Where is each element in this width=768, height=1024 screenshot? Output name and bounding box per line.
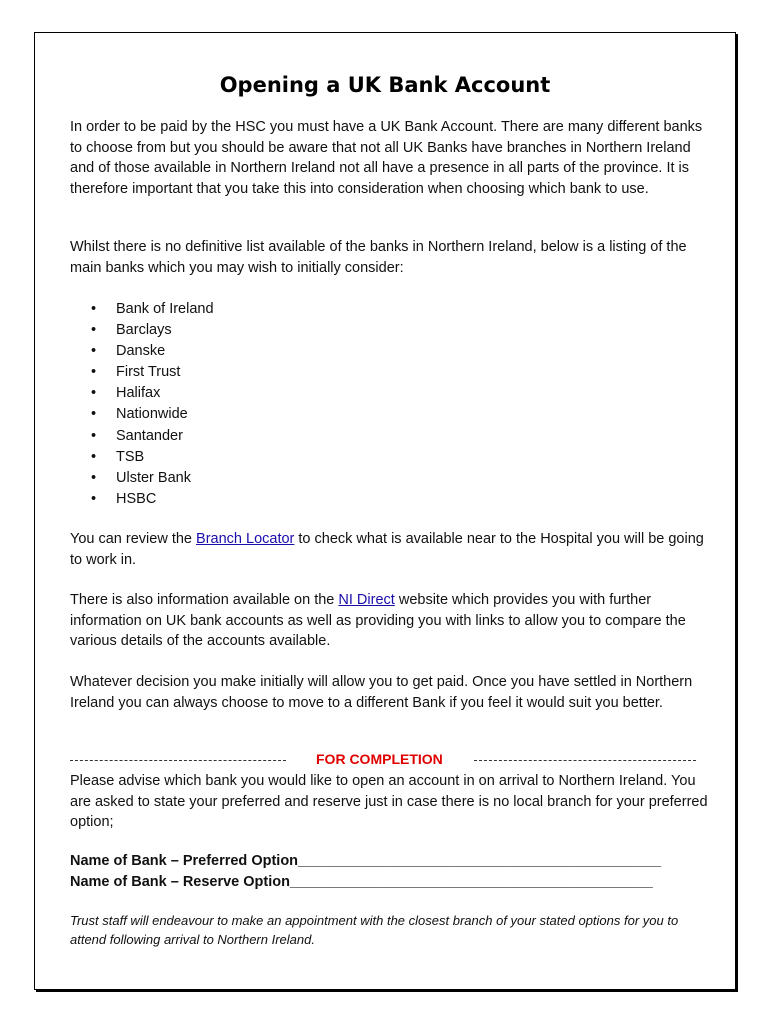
reserve-option-field[interactable]: Name of Bank – Reserve Option_____________________________________________ [70,874,653,890]
bank-name: Nationwide [116,406,188,423]
bank-name: Santander [116,427,183,444]
ni-direct-link[interactable]: NI Direct [338,592,395,608]
page-title: Opening a UK Bank Account [219,73,551,97]
bank-list-item [70,341,214,362]
bank-list-item [70,299,214,320]
bank-list-item [70,320,214,341]
bank-name: Bank of Ireland [116,301,214,317]
dashed-divider-right [474,760,696,761]
bullet-icon: • [91,427,97,444]
bank-list-item [70,383,214,404]
bullet-icon: • [91,343,97,360]
bank-list-item [70,404,214,425]
bank-list-item [70,489,214,510]
preferred-option-field[interactable]: Name of Bank – Preferred Option_____________________________________________ [70,853,661,869]
branch-locator-link[interactable]: Branch Locator [196,531,295,547]
ni-direct-paragraph [70,590,710,652]
bullet-icon: • [91,406,97,423]
ni-direct-text-after: website which provides you with further information on UK bank accounts as well as providing you with links to allow you to compare the various details of the accounts available. [70,592,686,649]
bullet-icon: • [91,322,97,339]
trust-staff-note: Trust staff will endeavour to make an appointment with the closest branch of your stated options for you to attend following arrival to Northern Ireland. [70,913,679,947]
bank-list-item [70,362,214,383]
completion-instructions: Please advise which bank you would like to open an account in on arrival to Northern Ireland. You are asked to state your preferred and reserve just in case there is no local branch for your preferred option; [70,773,708,830]
bank-list-item [70,426,214,447]
bank-name: Ulster Bank [116,469,191,486]
bullet-icon: • [91,385,97,402]
bank-name: Barclays [116,322,172,339]
bullet-icon: • [91,364,97,381]
bullet-icon: • [91,301,97,317]
branch-locator-paragraph [70,529,710,570]
completion-heading: FOR COMPLETION [316,751,443,767]
banks-intro-paragraph: Whilst there is no definitive list available of the banks in Northern Ireland, below is a listing of the main banks which you may wish to initially consider: [70,239,687,276]
bank-list [70,299,214,510]
bank-list-item [70,468,214,489]
bullet-icon: • [91,469,97,486]
document-page [34,32,736,990]
intro-paragraph: In order to be paid by the HSC you must have a UK Bank Account. There are many different banks to choose from but you should be aware that not all UK Banks have branches in Northern Ireland and of those available in Northern Ireland not all have a presence in all parts of the province. It is therefore important that you take this into consideration when choosing which bank to use. [70,119,703,197]
completion-divider [70,751,696,771]
branch-locator-text-before: You can review the [70,531,197,547]
bank-name: First Trust [116,364,181,381]
bank-name: TSB [116,448,145,465]
bank-name: Danske [116,343,166,360]
bullet-icon: • [91,448,97,465]
bank-name: HSBC [116,490,157,507]
decision-paragraph: Whatever decision you make initially will allow you to get paid. Once you have settled in Northern Ireland you can always choose to move to a different Bank if you feel it would suit you better. [70,674,693,711]
branch-locator-text-after: to check what is available near to the Hospital you will be going to work in. [70,531,704,568]
bank-name: Halifax [116,385,161,402]
bank-list-item [70,447,214,468]
dashed-divider-left [70,760,286,761]
bullet-icon: • [91,490,97,507]
ni-direct-text-before: There is also information available on the [70,592,339,608]
